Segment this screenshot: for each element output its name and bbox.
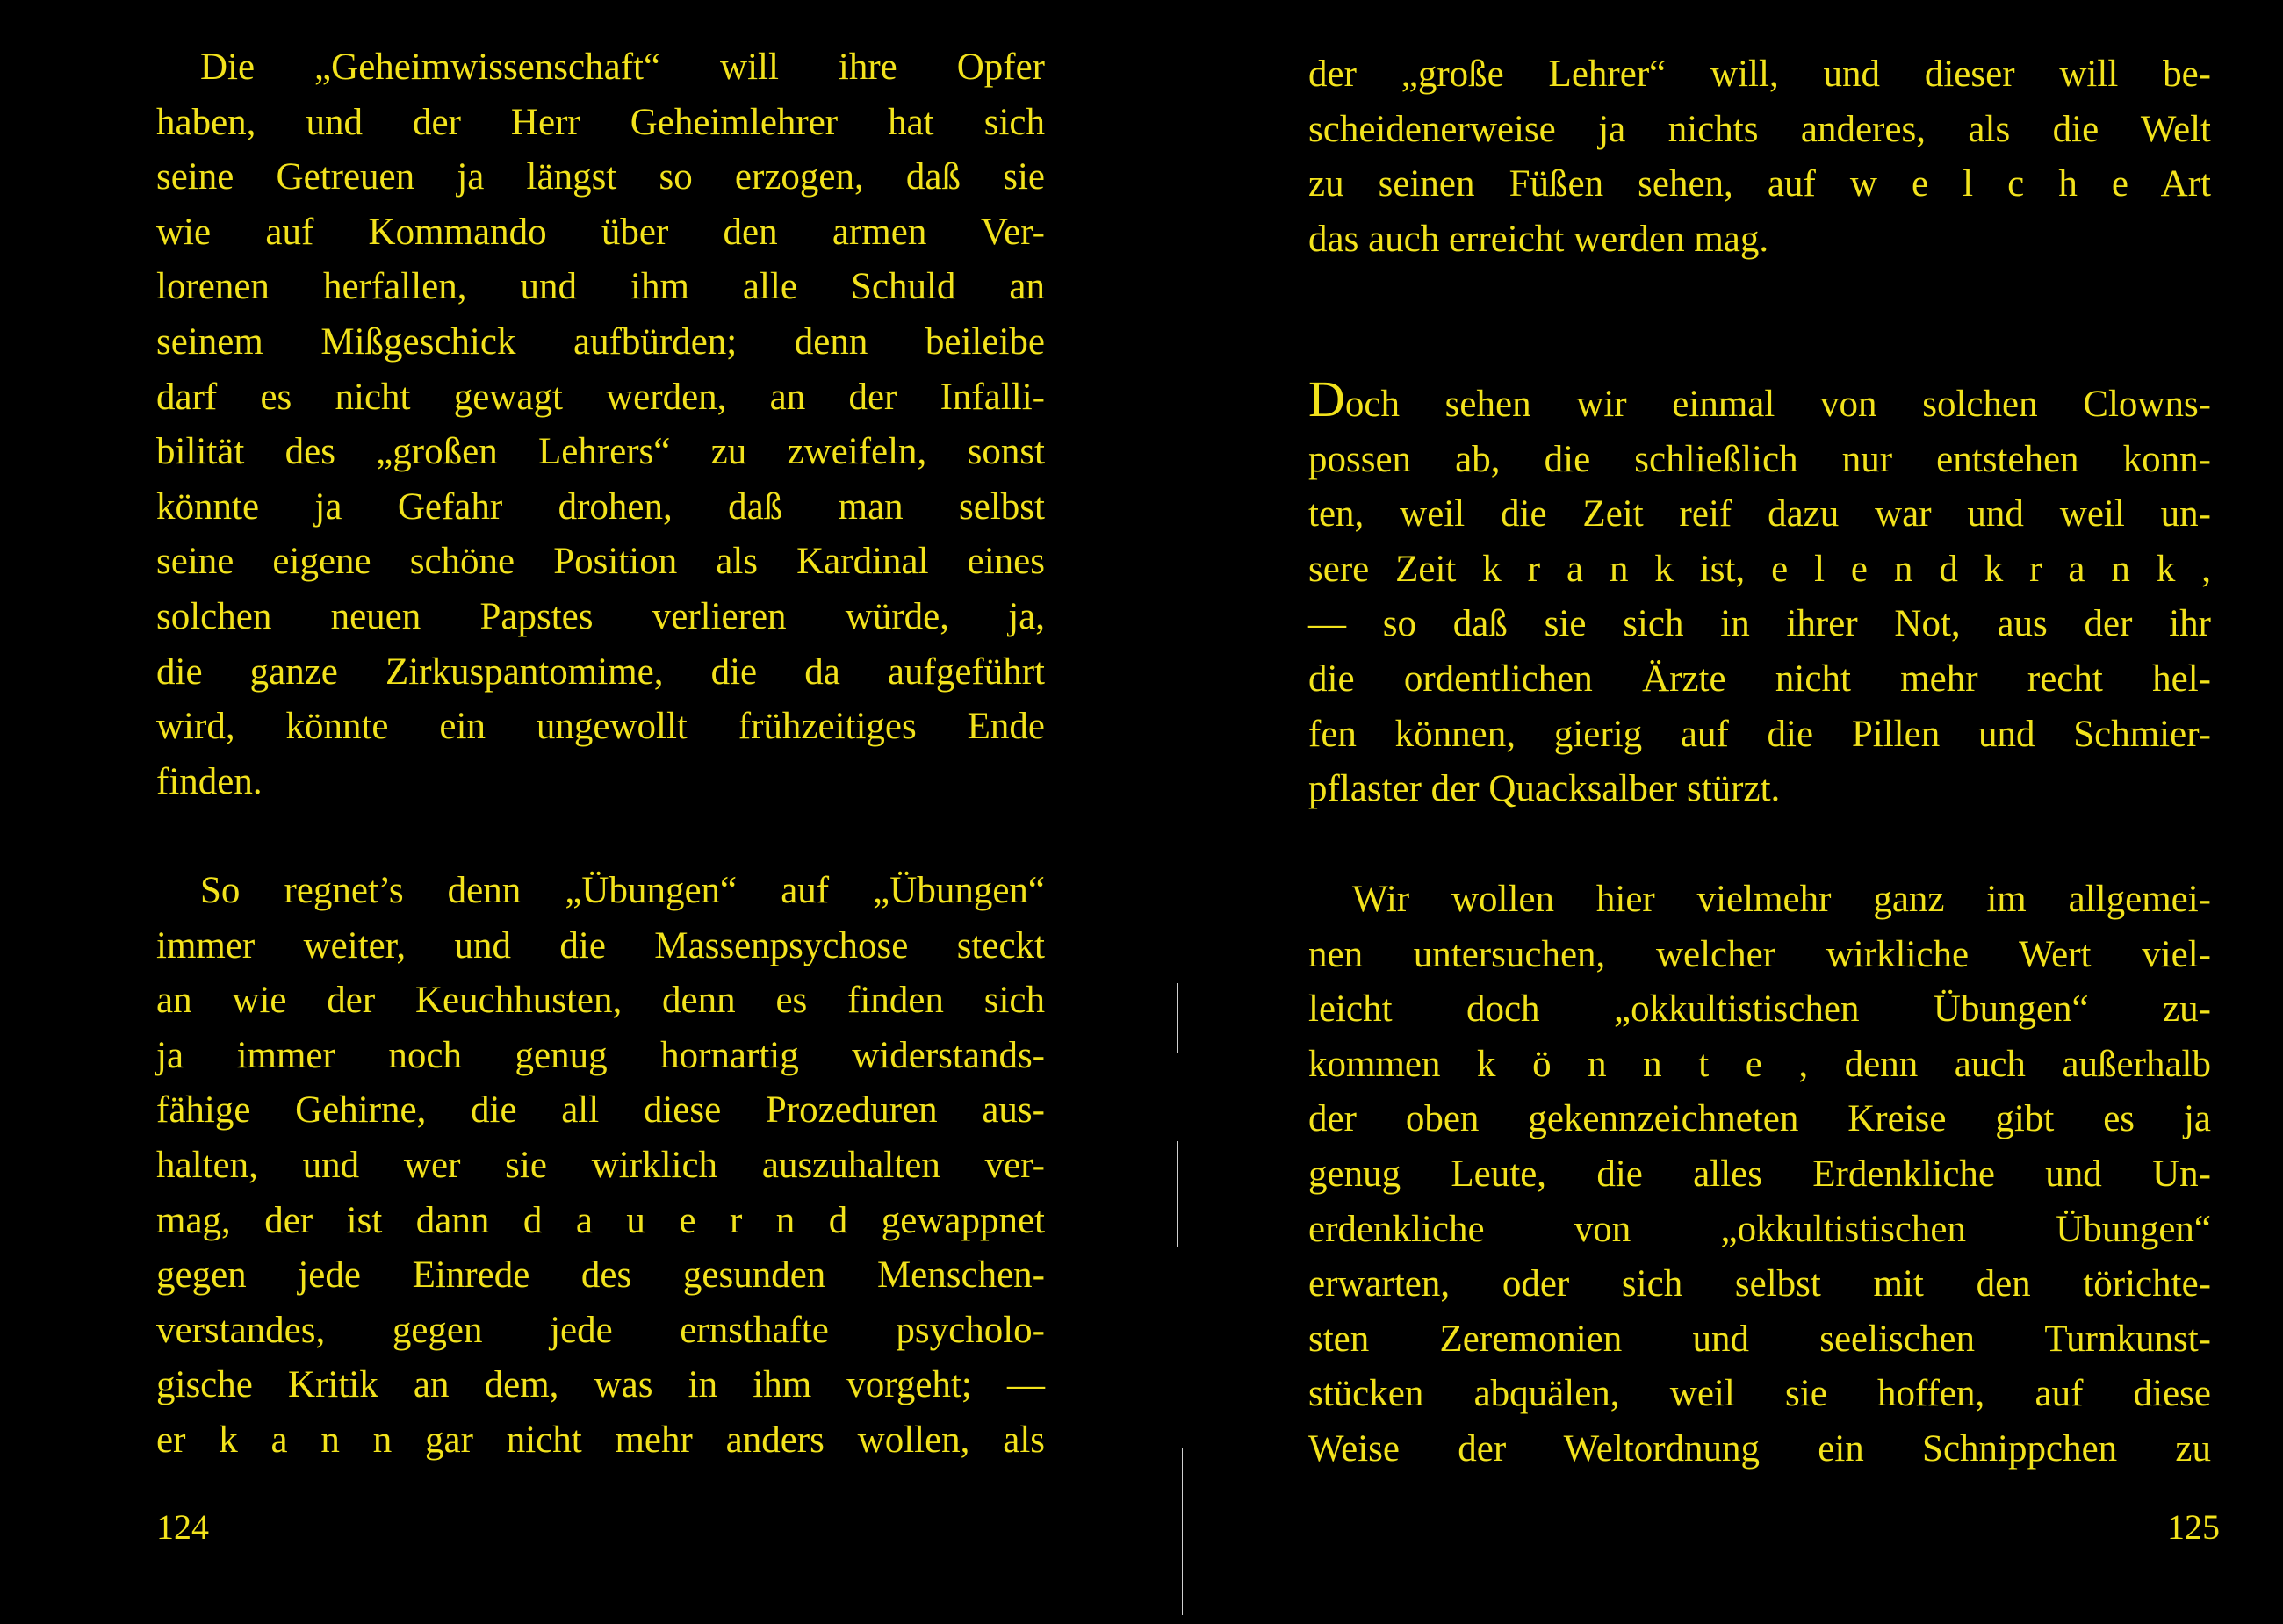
- text-line: Die „Geheimwissenschaft“ will ihre Opfer: [200, 47, 1045, 88]
- text-line: kommen k ö n n t e , denn auch außerhalb: [1308, 1043, 2211, 1085]
- text-line: die ordentlichen Ärzte nicht mehr recht hel-: [1308, 658, 2211, 700]
- text-span: och sehen wir einmal von solchen Clowns-: [1344, 384, 2211, 425]
- text-line: zu seinen Füßen sehen, auf w e l c h e Art: [1308, 163, 2211, 205]
- text-line: haben, und der Herr Geheimlehrer hat sich: [156, 101, 1045, 143]
- text-line: darf es nicht gewagt werden, an der Infalli-: [156, 376, 1045, 418]
- text-line: fähige Gehirne, die all diese Prozeduren aus-: [156, 1089, 1045, 1132]
- text-line: das auch erreicht werden mag.: [1308, 218, 1769, 260]
- text-line: erwarten, oder sich selbst mit den törichte-: [1308, 1263, 2211, 1305]
- text-line: der oben gekennzeichneten Kreise gibt es ja: [1308, 1098, 2211, 1140]
- left-paragraph-2: [156, 864, 1045, 1469]
- text-line: So regnet’s denn „Übungen“ auf „Übungen“: [200, 870, 1045, 911]
- text-line: pflaster der Quacksalber stürzt.: [1308, 768, 1781, 810]
- text-line: wird, könnte ein ungewollt frühzeitiges Ende: [156, 706, 1045, 748]
- right-paragraph-2: [1308, 370, 2211, 817]
- page-number-left: 124: [156, 1507, 209, 1547]
- text-line: halten, und wer sie wirklich auszuhalten ver-: [156, 1144, 1045, 1186]
- text-line: gegen jede Einrede des gesunden Menschen-: [156, 1254, 1045, 1297]
- text-line: erdenkliche von „okkultistischen Übungen“: [1308, 1208, 2211, 1250]
- text-line: sere Zeit k r a n k ist, e l e n d k r a n k ,: [1308, 548, 2211, 590]
- text-line: könnte ja Gefahr drohen, daß man selbst: [156, 485, 1045, 528]
- right-paragraph-1: [1308, 47, 2211, 267]
- text-line: sten Zeremonien und seelischen Turnkunst-: [1308, 1318, 2211, 1360]
- text-line: lorenen herfallen, und ihm alle Schuld an: [156, 266, 1045, 308]
- left-paragraph-1: [156, 40, 1045, 809]
- text-line: solchen neuen Papstes verlieren würde, ja,: [156, 595, 1045, 637]
- text-line: seinem Mißgeschick aufbürden; denn beileibe: [156, 320, 1045, 363]
- text-line: ten, weil die Zeit reif dazu war und weil un-: [1308, 493, 2211, 535]
- text-line: ja immer noch genug hornartig widerstands-: [156, 1034, 1045, 1076]
- text-line: stücken abquälen, weil sie hoffen, auf diese: [1308, 1373, 2211, 1415]
- text-line: leicht doch „okkultistischen Übungen“ zu-: [1308, 988, 2211, 1031]
- text-line: seine eigene schöne Position als Kardinal eines: [156, 541, 1045, 583]
- text-line: nen untersuchen, welcher wirkliche Wert viel-: [1308, 933, 2211, 975]
- right-paragraph-3: [1308, 873, 2211, 1477]
- drop-cap: D: [1308, 370, 1345, 428]
- text-line: die ganze Zirkuspantomime, die da aufgeführt: [156, 650, 1045, 693]
- text-line: Weise der Weltordnung ein Schnippchen zu: [1308, 1427, 2211, 1470]
- text-line: scheidenerweise ja nichts anderes, als die Welt: [1308, 108, 2211, 150]
- text-line: verstandes, gegen jede ernsthafte psycholo-: [156, 1309, 1045, 1351]
- page-number-right: 125: [2167, 1507, 2220, 1547]
- text-line: er k a n n gar nicht mehr anders wollen, als: [156, 1419, 1045, 1461]
- text-line: — so daß sie sich in ihrer Not, aus der ihr: [1308, 603, 2211, 645]
- text-line: mag, der ist dann d a u e r n d gewappnet: [156, 1199, 1045, 1241]
- text-line: Wir wollen hier vielmehr ganz im allgemei-: [1352, 879, 2211, 920]
- text-line: an wie der Keuchhusten, denn es finden sich: [156, 980, 1045, 1022]
- text-line: seine Getreuen ja längst so erzogen, daß sie: [156, 156, 1045, 198]
- text-line: bilität des „großen Lehrers“ zu zweifeln, sonst: [156, 431, 1045, 473]
- text-line: der „große Lehrer“ will, und dieser will be-: [1308, 54, 2211, 95]
- text-line: wie auf Kommando über den armen Ver-: [156, 211, 1045, 253]
- text-line: possen ab, die schließlich nur entstehen konn-: [1308, 438, 2211, 480]
- text-line: [1308, 370, 2211, 433]
- text-line: finden.: [156, 760, 263, 802]
- text-line: gische Kritik an dem, was in ihm vorgeht; —: [156, 1364, 1045, 1406]
- right-page: [1177, 0, 2283, 1624]
- text-line: fen können, gierig auf die Pillen und Schmier-: [1308, 713, 2211, 755]
- text-line: immer weiter, und die Massenpsychose steckt: [156, 924, 1045, 966]
- text-line: genug Leute, die alles Erdenkliche und Un-: [1308, 1153, 2211, 1195]
